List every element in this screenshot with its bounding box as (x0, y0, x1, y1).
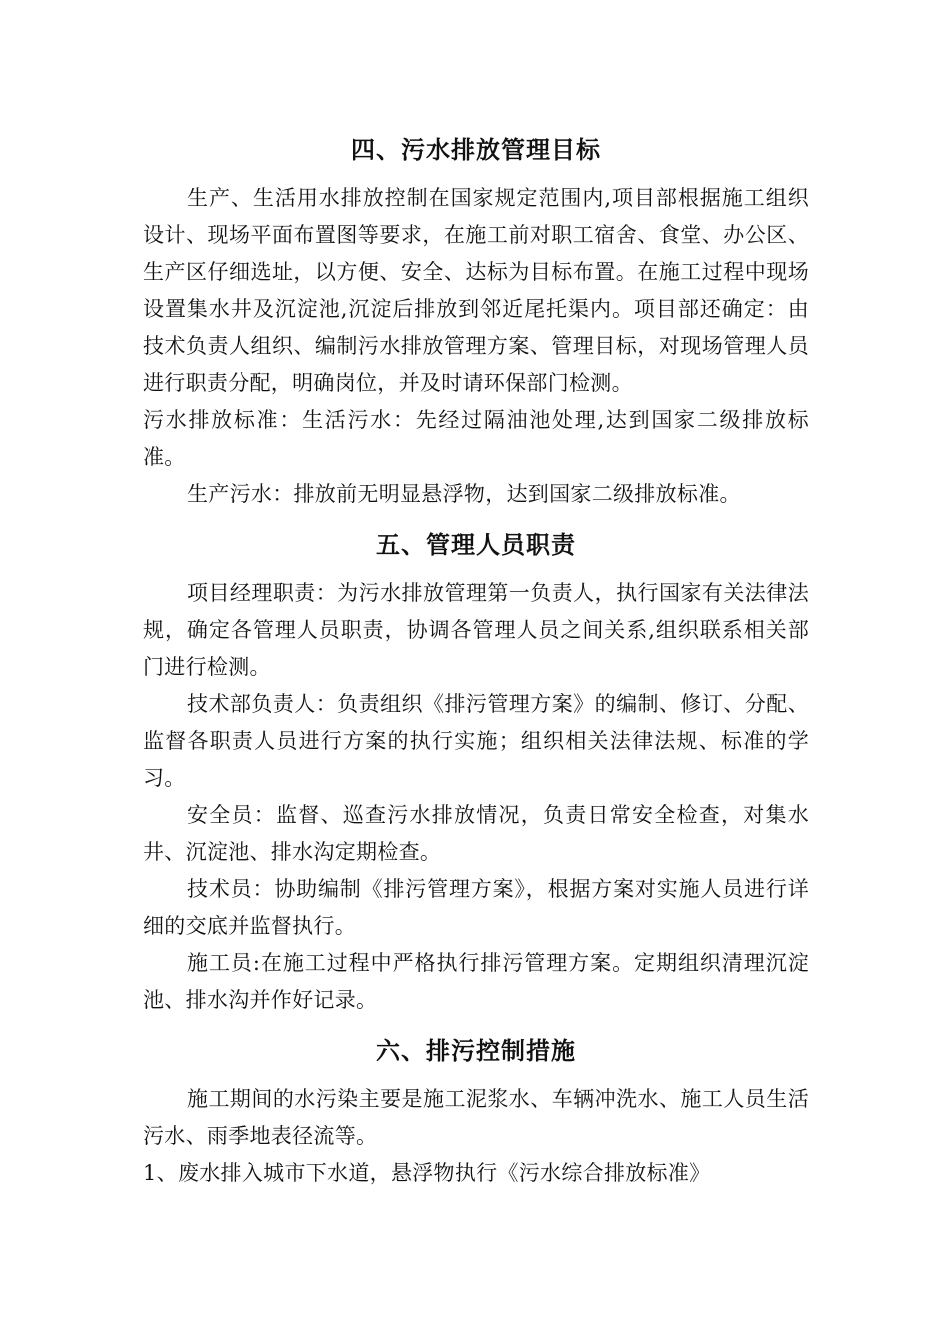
paragraph-project-manager-duty: 项目经理职责：为污水排放管理第一负责人，执行国家有关法律法规，确定各管理人员职责，协调各管理人员之间关系,组织联系相关部门进行检测。 (143, 581, 809, 679)
paragraph-production-sewage: 生产污水：排放前无明显悬浮物，达到国家二级排放标准。 (187, 482, 741, 506)
section-heading-6: 六、排污控制措施 (376, 1036, 576, 1065)
section-heading-5: 五、管理人员职责 (376, 530, 576, 559)
document-page (143, 128, 809, 1192)
paragraph-water-discharge-goal: 生产、生活用水排放控制在国家规定范围内,项目部根据施工组织设计、现场平面布置图等要求，在施工前对职工宿舍、食堂、办公区、生产区仔细选址，以方便、安全、达标为目标布置。在施工过程中现场设置集水井及沉淀池,沉淀后排放到邻近尾托渠内。项目部还确定：由技术负责人组织、编制污水排放管理方案、管理目标，对现场管理人员进行职责分配，明确岗位，并及时请环保部门检测。 (143, 186, 809, 395)
paragraph-constructor-duty: 施工员:在施工过程中严格执行排污管理方案。定期组织清理沉淀池、排水沟并作好记录。 (143, 951, 809, 1012)
paragraph-technical-head-duty: 技术部负责人：负责组织《排污管理方案》的编制、修订、分配、监督各职责人员进行方案的执行实施；组织相关法律法规、标准的学习。 (143, 692, 809, 790)
section-heading-4: 四、污水排放管理目标 (351, 135, 601, 164)
paragraph-measure-1: 1、废水排入城市下水道，悬浮物执行《污水综合排放标准》 (143, 1161, 711, 1185)
paragraph-safety-officer-duty: 安全员：监督、巡查污水排放情况，负责日常安全检查，对集水井、沉淀池、排水沟定期检查。 (143, 803, 809, 864)
paragraph-discharge-standard: 污水排放标准：生活污水：先经过隔油池处理,达到国家二级排放标准。 (143, 408, 809, 469)
paragraph-technician-duty: 技术员：协助编制《排污管理方案》，根据方案对实施人员进行详细的交底并监督执行。 (143, 877, 809, 938)
paragraph-pollution-sources: 施工期间的水污染主要是施工泥浆水、车辆冲洗水、施工人员生活污水、雨季地表径流等。 (143, 1087, 809, 1148)
